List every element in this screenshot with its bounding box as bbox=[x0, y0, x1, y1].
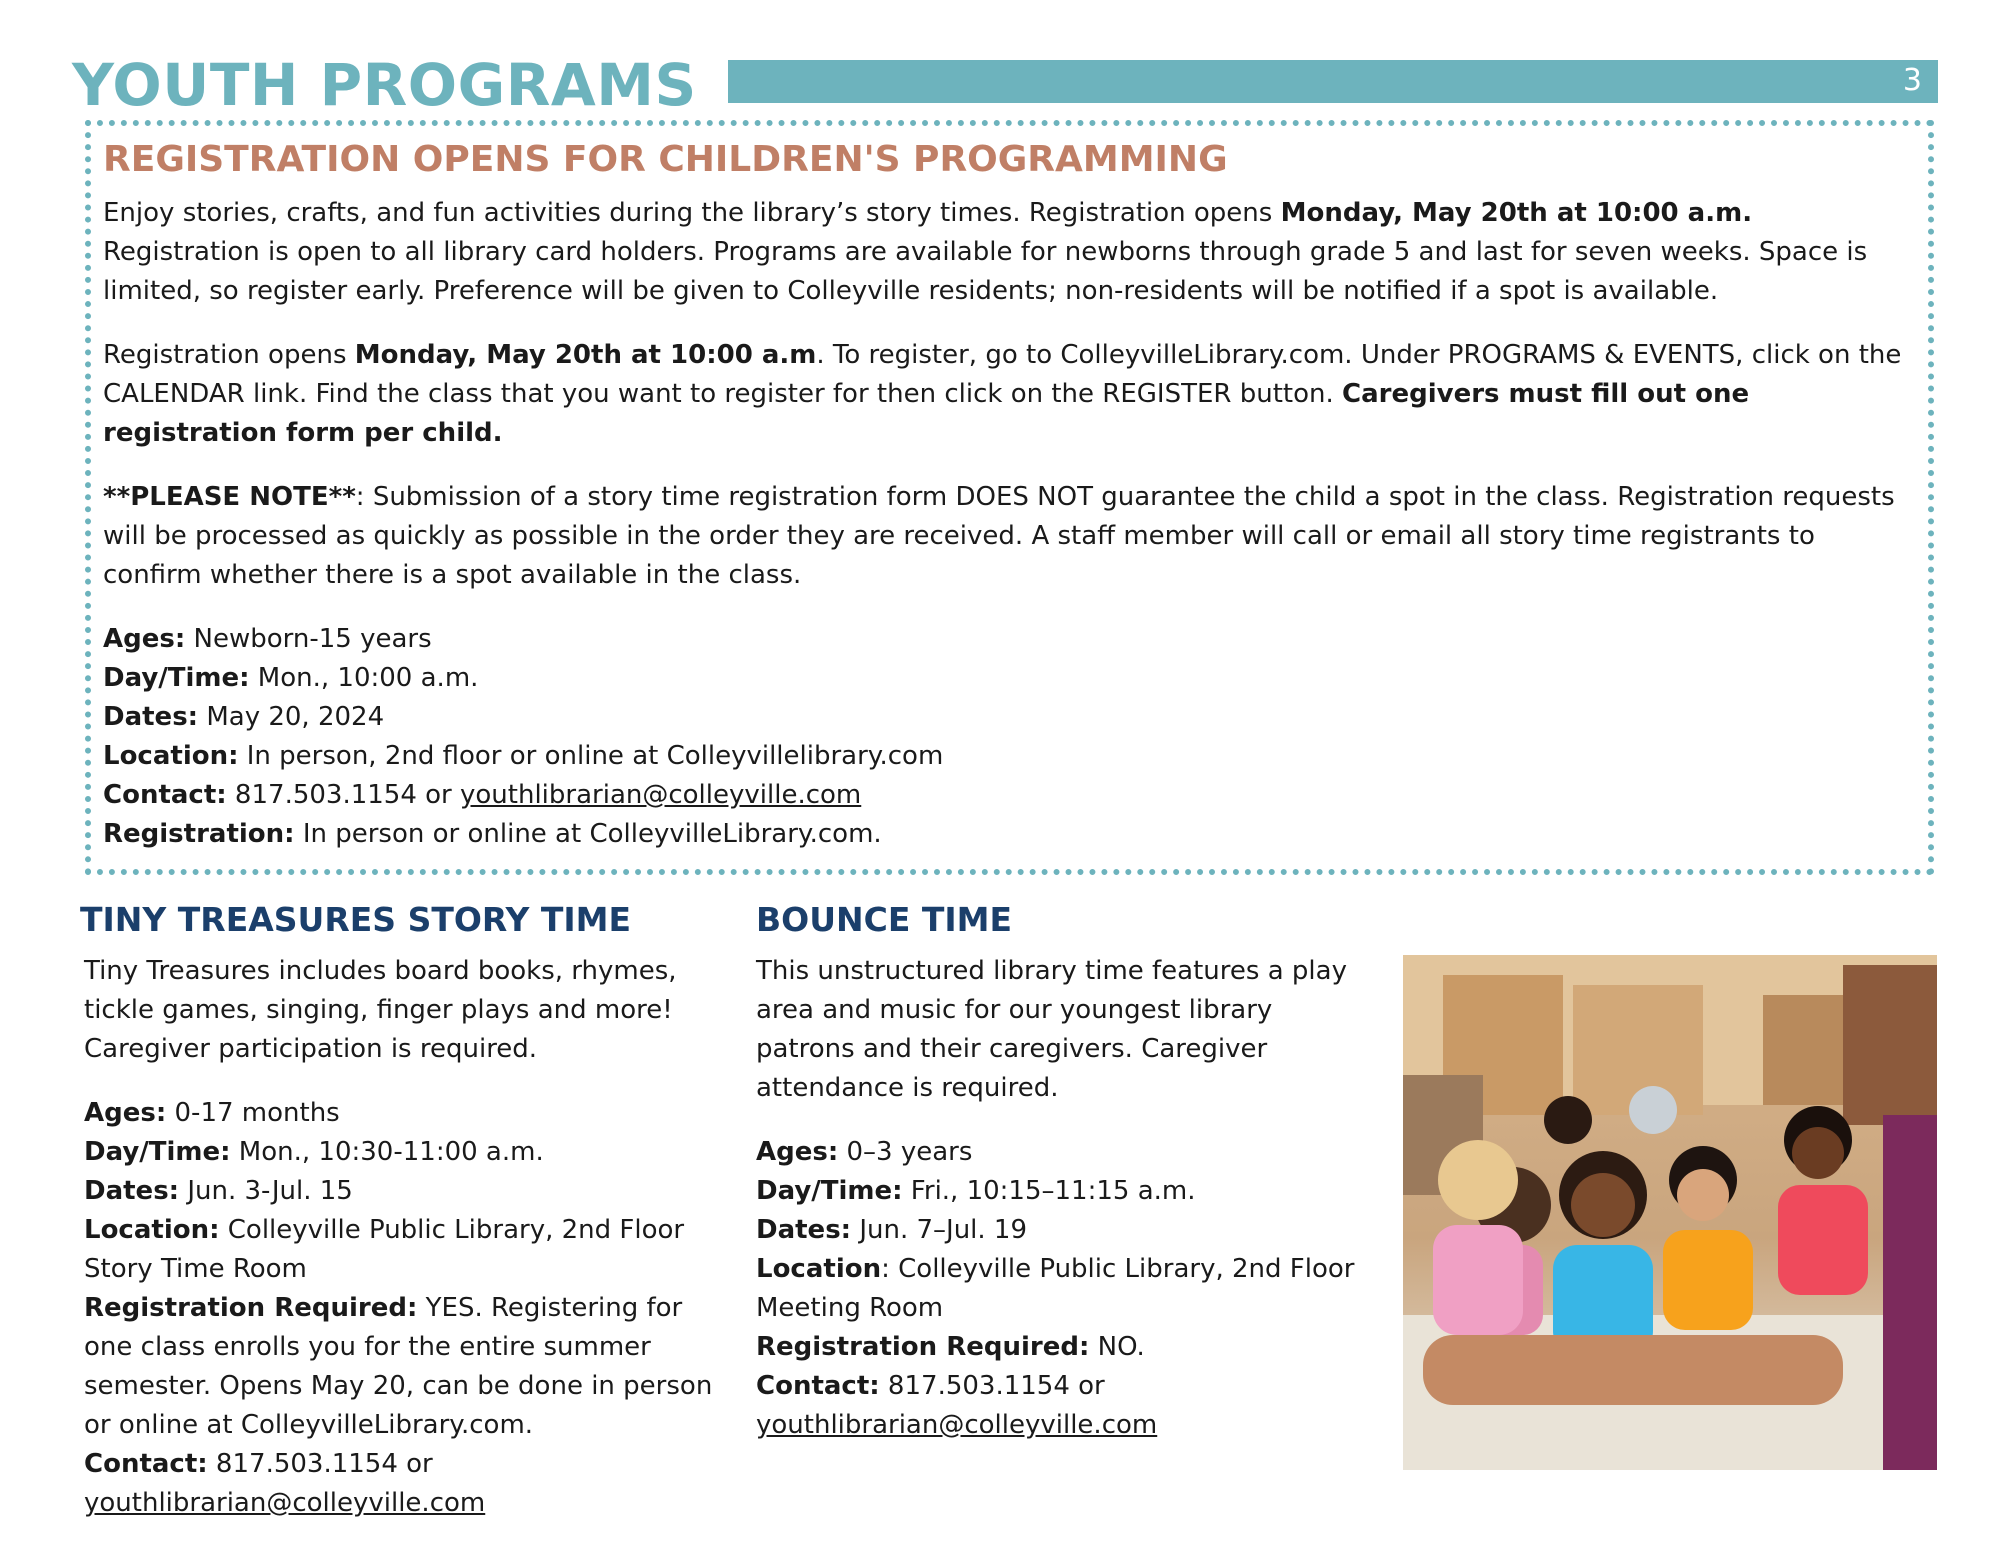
tt-location-label: Location: bbox=[84, 1215, 220, 1245]
tt-contact bbox=[84, 1445, 720, 1484]
registration-box bbox=[85, 120, 1934, 875]
bt-registration bbox=[756, 1328, 1366, 1367]
bt-contact-value: 817.503.1154 or bbox=[879, 1371, 1105, 1401]
howto-open-date: Monday, May 20th at 10:00 a.m bbox=[354, 340, 817, 370]
tt-daytime bbox=[84, 1133, 720, 1172]
tt-location bbox=[84, 1211, 720, 1289]
ages-label: Ages: bbox=[103, 624, 186, 654]
bt-dates-label: Dates: bbox=[756, 1215, 852, 1245]
tiny-treasures-description: Tiny Treasures includes board books, rhymes, tickle games, singing, finger plays and more! Caregiver participation is required. bbox=[84, 956, 677, 1064]
bt-contact bbox=[756, 1367, 1366, 1406]
tt-contact-label: Contact: bbox=[84, 1449, 208, 1479]
registration-heading: REGISTRATION OPENS FOR CHILDREN'S PROGRAMMING bbox=[103, 139, 1228, 180]
bt-contact-email-link[interactable]: youthlibrarian@colleyville.com bbox=[756, 1410, 1158, 1440]
tt-location-value: Colleyville Public Library, 2nd Floor Story Time Room bbox=[84, 1215, 685, 1284]
bounce-time-heading: BOUNCE TIME bbox=[756, 900, 1013, 939]
dates-label: Dates: bbox=[103, 702, 199, 732]
bt-location bbox=[756, 1250, 1366, 1328]
registration-howto-paragraph bbox=[103, 336, 1903, 453]
bounce-time-description: This unstructured library time features a play area and music for our youngest library patrons and their caregivers. Caregiver attendance is required. bbox=[756, 956, 1347, 1103]
intro-open-date: Monday, May 20th at 10:00 a.m. bbox=[1280, 198, 1753, 228]
registration-content bbox=[103, 136, 1903, 854]
tt-dates-value: Jun. 3-Jul. 15 bbox=[179, 1176, 353, 1206]
howto-rest: . To register, go to ColleyvilleLibrary.com. Under PROGRAMS & EVENTS, click on the CALENDAR link. Find the class that you want to register for then click on the REGISTER button. bbox=[103, 340, 1902, 409]
bt-location-label: Location bbox=[756, 1254, 882, 1284]
contact-value: 817.503.1154 or bbox=[226, 780, 461, 810]
bt-daytime bbox=[756, 1172, 1366, 1211]
bounce-time-details bbox=[756, 1133, 1366, 1445]
bt-registration-value: NO. bbox=[1089, 1332, 1145, 1362]
bt-ages-label: Ages: bbox=[756, 1137, 839, 1167]
bt-contact-email-row bbox=[756, 1406, 1366, 1445]
intro-rest: Registration is open to all library card holders. Programs are available for newborns through grade 5 and last for seven weeks. Space is limited, so register early. Preference will be given to Colleyville residents; non-residents will be notified if a spot is available. bbox=[103, 237, 1868, 306]
bt-dates bbox=[756, 1211, 1366, 1250]
registration-value: In person or online at ColleyvilleLibrary.com. bbox=[294, 819, 882, 849]
bounce-time-section bbox=[756, 898, 1366, 1445]
contact-email-link[interactable]: youthlibrarian@colleyville.com bbox=[460, 780, 862, 810]
detail-daytime bbox=[103, 659, 1903, 698]
bt-ages bbox=[756, 1133, 1366, 1172]
registration-details bbox=[103, 620, 1903, 854]
please-note-label: **PLEASE NOTE** bbox=[103, 482, 356, 512]
tt-daytime-label: Day/Time: bbox=[84, 1137, 231, 1167]
tt-ages-label: Ages: bbox=[84, 1098, 167, 1128]
detail-location bbox=[103, 737, 1903, 776]
tt-registration bbox=[84, 1289, 720, 1445]
children-story-time-photo bbox=[1403, 955, 1937, 1470]
daytime-value: Mon., 10:00 a.m. bbox=[249, 663, 479, 693]
tt-daytime-value: Mon., 10:30-11:00 a.m. bbox=[230, 1137, 544, 1167]
bt-daytime-value: Fri., 10:15–11:15 a.m. bbox=[902, 1176, 1196, 1206]
bt-ages-value: 0–3 years bbox=[838, 1137, 973, 1167]
header-bar bbox=[728, 60, 1938, 103]
bt-registration-label: Registration Required: bbox=[756, 1332, 1090, 1362]
detail-contact bbox=[103, 776, 1903, 815]
tiny-treasures-section bbox=[80, 898, 720, 1523]
photo-illustration bbox=[1403, 955, 1937, 1470]
bt-contact-label: Contact: bbox=[756, 1371, 880, 1401]
tt-contact-email-row bbox=[84, 1484, 720, 1523]
tt-registration-label: Registration Required: bbox=[84, 1293, 418, 1323]
tt-contact-email-link[interactable]: youthlibrarian@colleyville.com bbox=[84, 1488, 486, 1518]
bt-location-value: : Colleyville Public Library, 2nd Floor Meeting Room bbox=[756, 1254, 1355, 1323]
ages-value: Newborn-15 years bbox=[185, 624, 432, 654]
page-title: YOUTH PROGRAMS bbox=[72, 51, 697, 119]
detail-dates bbox=[103, 698, 1903, 737]
tt-contact-value: 817.503.1154 or bbox=[207, 1449, 433, 1479]
howto-text: Registration opens bbox=[103, 340, 355, 370]
contact-label: Contact: bbox=[103, 780, 227, 810]
tiny-treasures-heading: TINY TREASURES STORY TIME bbox=[80, 900, 632, 939]
daytime-label: Day/Time: bbox=[103, 663, 250, 693]
detail-ages bbox=[103, 620, 1903, 659]
page-number: 3 bbox=[1902, 63, 1922, 98]
tt-registration-value: YES. Registering for one class enrolls you for the entire summer semester. Opens May 20, can be done in person or online at ColleyvilleLibrary.com. bbox=[84, 1293, 713, 1440]
location-value: In person, 2nd floor or online at Colleyvillelibrary.com bbox=[238, 741, 944, 771]
tt-ages-value: 0-17 months bbox=[166, 1098, 340, 1128]
bt-dates-value: Jun. 7–Jul. 19 bbox=[851, 1215, 1028, 1245]
please-note-text: : Submission of a story time registration form DOES NOT guarantee the child a spot in the class. Registration requests will be processed as quickly as possible in the order they are received. A staff member will call or email all story time registrants to confirm whether there is a spot available in the class. bbox=[103, 482, 1895, 590]
intro-text: Enjoy stories, crafts, and fun activities during the library’s story times. Registration opens bbox=[103, 198, 1281, 228]
registration-label: Registration: bbox=[103, 819, 295, 849]
tt-ages bbox=[84, 1094, 720, 1133]
location-label: Location: bbox=[103, 741, 239, 771]
caregiver-note: Caregivers must fill out one registration form per child. bbox=[103, 379, 1750, 448]
registration-note-paragraph bbox=[103, 478, 1903, 595]
detail-registration bbox=[103, 815, 1903, 854]
dates-value: May 20, 2024 bbox=[198, 702, 385, 732]
tt-dates bbox=[84, 1172, 720, 1211]
bt-daytime-label: Day/Time: bbox=[756, 1176, 903, 1206]
tt-dates-label: Dates: bbox=[84, 1176, 180, 1206]
registration-intro-paragraph bbox=[103, 194, 1903, 311]
tiny-treasures-details bbox=[80, 1094, 720, 1523]
